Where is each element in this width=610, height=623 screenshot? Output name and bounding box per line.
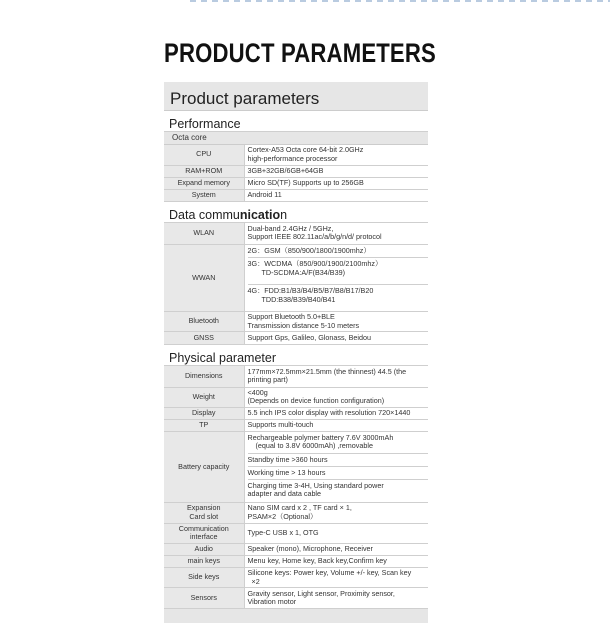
sub-cell xyxy=(248,285,429,311)
value-line: printing part) xyxy=(247,375,288,385)
value-line: TDD:B38/B39/B40/B41 xyxy=(261,294,336,304)
section-physical-title: Physical parameter xyxy=(164,348,428,366)
table-row xyxy=(164,189,428,201)
table-row xyxy=(164,177,428,189)
row-label xyxy=(164,523,244,543)
value-line: Gravity sensor, Light sensor, Proximity sensor, xyxy=(247,588,395,598)
row-label: Side keys xyxy=(164,568,244,588)
value-line: Silicone keys: Power key, Volume +/- key, Scan key xyxy=(247,568,412,578)
table-row xyxy=(164,145,428,165)
row-label: RAM+ROM xyxy=(164,165,244,177)
value-line: Transmission distance 5-10 meters xyxy=(247,320,360,330)
row-label: Expand memory xyxy=(164,177,244,189)
row-value xyxy=(244,588,428,609)
table-row xyxy=(164,502,428,523)
value-line: 2G：GSM（850/900/1800/1900mhz） xyxy=(247,246,371,255)
table-row xyxy=(164,544,428,556)
table-row xyxy=(164,245,428,312)
section-performance-subtitle: Octa core xyxy=(164,132,428,145)
label-line: Communication xyxy=(178,523,229,533)
value-line: 177mm×72.5mm×21.5mm (the thinnest) 44.5 (the xyxy=(247,366,407,376)
row-value: Speaker (mono), Microphone, Receiver xyxy=(244,544,428,556)
row-label: Battery capacity xyxy=(164,431,244,502)
row-value xyxy=(244,245,428,312)
row-value: Supports multi-touch xyxy=(244,419,428,431)
sub-cell xyxy=(248,480,429,502)
row-label: WWAN xyxy=(164,245,244,312)
sheet-footer-bar xyxy=(164,609,428,623)
value-line: Support IEEE 802.11ac/a/b/g/n/d/ protocol xyxy=(247,232,382,242)
sub-cell xyxy=(248,454,429,467)
table-row xyxy=(164,332,428,345)
row-value xyxy=(244,502,428,523)
row-value: Menu key, Home key, Back key,Confirm key xyxy=(244,556,428,568)
value-line: high-performance processor xyxy=(247,153,338,163)
table-row xyxy=(164,165,428,177)
table-row xyxy=(164,387,428,407)
table-row xyxy=(164,366,428,387)
value-line: PSAM×2（Optional） xyxy=(247,511,318,521)
row-value xyxy=(244,145,428,165)
table-row xyxy=(164,588,428,609)
value-line: Nano SIM card x 2 , TF card × 1, xyxy=(247,503,352,513)
value-line: Dual-band 2.4GHz / 5GHz, xyxy=(247,223,334,233)
row-label xyxy=(164,502,244,523)
value-line: Vibration motor xyxy=(247,597,297,607)
row-label: Bluetooth xyxy=(164,312,244,332)
row-label: Weight xyxy=(164,387,244,407)
table-row xyxy=(164,556,428,568)
sub-cell xyxy=(248,245,429,258)
value-line: adapter and data cable xyxy=(247,489,322,499)
value-line: <400g xyxy=(247,387,268,397)
page-title: PRODUCT PARAMETERS xyxy=(164,38,436,68)
sub-cell xyxy=(248,467,429,480)
table-row xyxy=(164,568,428,588)
performance-table xyxy=(164,145,428,202)
row-value: Micro SD(TF) Supports up to 256GB xyxy=(244,177,428,189)
row-label: GNSS xyxy=(164,332,244,345)
row-value xyxy=(244,312,428,332)
value-line: Support Bluetooth 5.0+BLE xyxy=(247,312,335,321)
section-data-communication-title xyxy=(164,205,428,223)
table-row xyxy=(164,419,428,431)
title-part: n xyxy=(280,207,288,222)
sheet-header: Product parameters xyxy=(164,82,428,111)
title-part-bold: nicatio xyxy=(239,207,281,222)
value-line: 4G：FDD:B1/B3/B4/B5/B7/B8/B17/B20 xyxy=(247,286,374,295)
value-line: Charging time 3-4H, Using standard power xyxy=(247,480,384,490)
table-row xyxy=(164,523,428,543)
label-line: Expansion xyxy=(186,503,221,513)
row-label: Dimensions xyxy=(164,366,244,387)
row-value: Support Gps, Galileo, Glonass, Beidou xyxy=(244,332,428,345)
table-row xyxy=(164,407,428,419)
table-row xyxy=(164,223,428,245)
row-value: Android 11 xyxy=(244,189,428,201)
sub-cell xyxy=(248,432,429,454)
table-row xyxy=(164,431,428,502)
row-label: Display xyxy=(164,407,244,419)
row-label: WLAN xyxy=(164,223,244,245)
row-label: TP xyxy=(164,419,244,431)
physical-table xyxy=(164,366,428,609)
section-performance-title: Performance xyxy=(164,114,428,132)
row-value xyxy=(244,568,428,588)
value-line: (Depends on device function configuration) xyxy=(247,396,385,406)
value-line: Rechargeable polymer battery 7.6V 3000mAh xyxy=(247,432,394,442)
row-label: Audio xyxy=(164,544,244,556)
row-label: main keys xyxy=(164,556,244,568)
value-line: Cortex-A53 Octa core 64-bit 2.0GHz xyxy=(247,145,364,155)
row-value: 5.5 inch IPS color display with resolution 720×1440 xyxy=(244,407,428,419)
row-value xyxy=(244,387,428,407)
row-label: CPU xyxy=(164,145,244,165)
value-line: ×2 xyxy=(251,576,260,586)
row-value xyxy=(244,223,428,245)
row-label: Sensors xyxy=(164,588,244,609)
table-row xyxy=(164,312,428,332)
row-value: Type-C USB x 1, OTG xyxy=(244,523,428,543)
row-value xyxy=(244,431,428,502)
label-line: Card slot xyxy=(189,511,219,521)
value-line: TD-SCDMA:A/F(B34/B39) xyxy=(261,267,345,277)
label-line: interface xyxy=(189,532,218,542)
value-line: Standby time >360 hours xyxy=(247,454,328,464)
row-value: 3GB+32GB/6GB+64GB xyxy=(244,165,428,177)
title-part: Data commu xyxy=(169,207,240,222)
sub-cell xyxy=(248,258,429,285)
spec-sheet xyxy=(164,82,428,623)
data-communication-table xyxy=(164,223,428,346)
top-decoration-line xyxy=(190,0,610,2)
value-line: 3G：WCDMA（850/900/1900/2100mhz） xyxy=(247,259,383,268)
value-line: Working time > 13 hours xyxy=(247,467,326,477)
row-label: System xyxy=(164,189,244,201)
value-line: (equal to 3.8V 6000mAh) ,removable xyxy=(255,441,373,451)
row-value xyxy=(244,366,428,387)
